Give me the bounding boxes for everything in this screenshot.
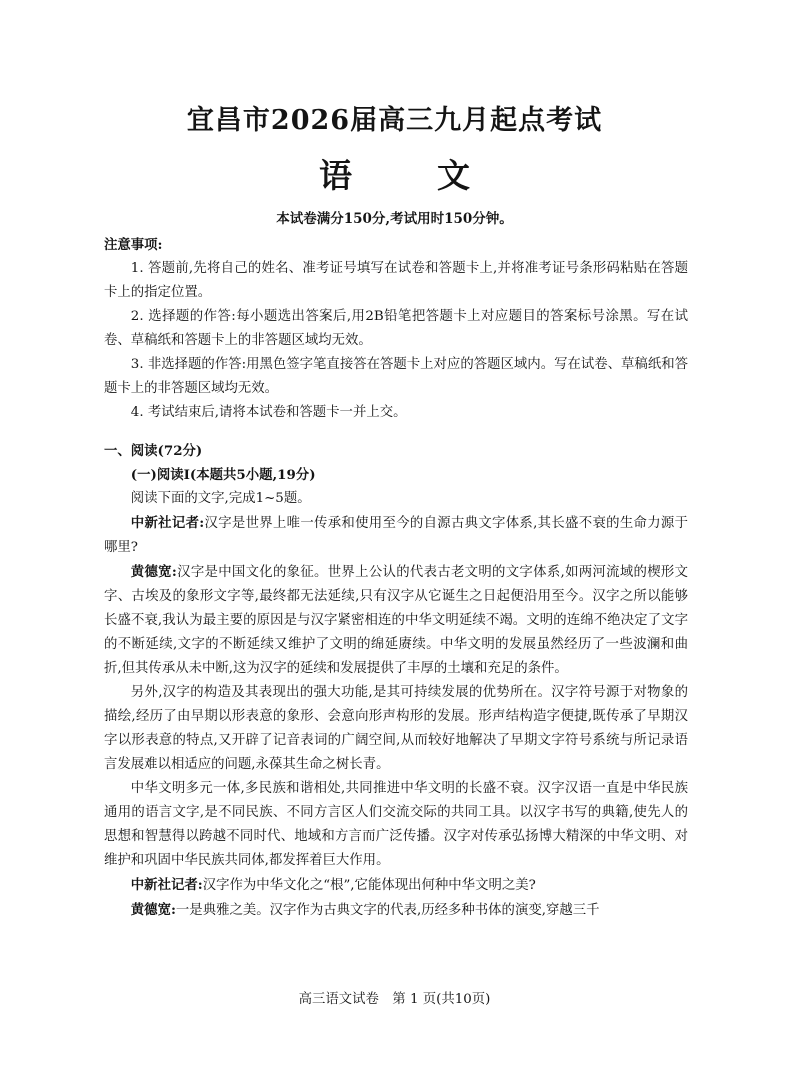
- subject-title: 语 文: [319, 156, 496, 195]
- interview-paragraph: [104, 681, 688, 777]
- interview-paragraph: [104, 511, 688, 560]
- paragraph-text: 汉字是世界上唯一传承和使用至今的自源古典文字体系,其长盛不衰的生命力源于哪里?: [104, 516, 688, 555]
- paragraph-text: 汉字作为中华文化之“根”,它能体现出何种中华文明之美?: [202, 878, 536, 893]
- speaker-label: 中新社记者:: [130, 515, 205, 531]
- page-footer: 高三语文试卷 第 1 页(共10页): [298, 992, 491, 1007]
- speaker-label: 黄德宽:: [130, 564, 177, 580]
- interview-paragraph: [104, 898, 688, 923]
- paragraph-text: 中华文明多元一体,多民族和谐相处,共同推进中华文明的长盛不衰。汉字汉语一直是中华民族通用的语言文字,是不同民族、不同方言区人们交流交际的共同工具。以汉字书写的典籍,使先人的思想和智慧得以跨越不同时代、地域和方言而广泛传播。汉字对传承弘扬博大精深的中华文明、对维护和巩固中华民族共同体,都发挥着巨大作用。: [104, 781, 688, 868]
- speaker-label: 黄德宽:: [130, 902, 176, 918]
- paragraph-text: 汉字是中国文化的象征。世界上公认的代表古老文明的文字体系,如两河流域的楔形文字、古埃及的象形文字等,最终都无法延续,只有汉字从它诞生之日起便沿用至今。汉字之所以能够长盛不衰,我认为最主要的原因是与汉字紧密相连的中华文明延续不竭。文明的连绵不绝决定了文字的不断延续,文字的不断延续又维护了文明的绵延赓续。中华文明的发展虽然经历了一些波澜和曲折,但其传承从未中断,这为汉字的延续和发展提供了丰厚的土壤和充足的条件。: [104, 565, 688, 676]
- interview-paragraph: [104, 873, 688, 898]
- section-heading: 一、阅读(72分): [104, 443, 203, 459]
- notice-item: 4. 考试结束后,请将本试卷和答题卡一并上交。: [130, 405, 407, 420]
- paragraph-text: 另外,汉字的构造及其表现出的强大功能,是其可持续发展的优势所在。汉字符号源于对物象的描绘,经历了由早期以形表意的象形、会意向形声构形的发展。形声结构造字便捷,既传承了早期汉字以形表意的特点,又开辟了记音表词的广阔空间,从而较好地解决了早期文字符号系统与所记录语言发展难以相适应的问题,永葆其生命之树长青。: [104, 685, 688, 772]
- notice-item: 1. 答题前,先将自己的姓名、准考证号填写在试卷和答题卡上,并将准考证号条形码粘贴在答题卡上的指定位置。: [104, 261, 688, 300]
- paragraph-text: 一是典雅之美。汉字作为古典文字的代表,历经多种书体的演变,穿越三千: [175, 903, 600, 918]
- notice-heading: 注意事项:: [104, 237, 163, 253]
- speaker-label: 中新社记者:: [130, 877, 203, 893]
- section-subheading: (一)阅读Ⅰ(本题共5小题,19分): [130, 467, 316, 483]
- notice-item: 2. 选择题的作答:每小题选出答案后,用2B铅笔把答题卡上对应题目的答案标号涂黑。写在试卷、草稿纸和答题卡上的非答题区域均无效。: [104, 309, 688, 348]
- page-body: [104, 233, 688, 923]
- interview-paragraph: [104, 560, 688, 681]
- section-instruction: 阅读下面的文字,完成1~5题。: [130, 491, 311, 506]
- score-note: 本试卷满分150分,考试用时150分钟。: [276, 211, 513, 227]
- interview-paragraph: [104, 777, 688, 873]
- notice-item: 3. 非选择题的作答:用黑色签字笔直接答在答题卡上对应的答题区域内。写在试卷、草稿纸和答题卡上的非答题区域均无效。: [104, 357, 688, 396]
- exam-title: 宜昌市2026届高三九月起点考试: [186, 105, 603, 136]
